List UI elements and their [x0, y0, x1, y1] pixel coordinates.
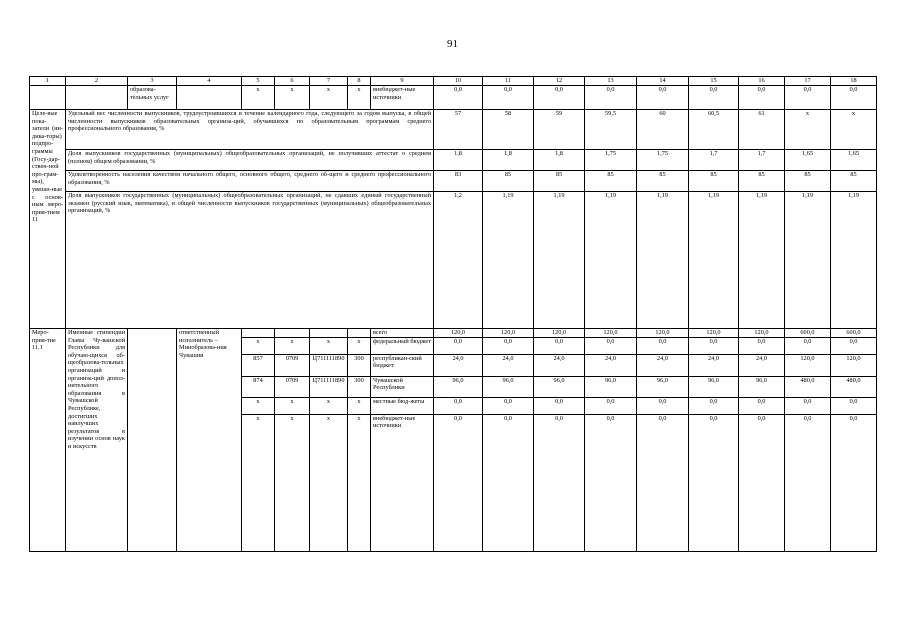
measure-label: Меро-прия-тие 11.1	[30, 329, 66, 552]
indicator-value: 1,19	[689, 192, 739, 329]
header-cell: 4	[177, 77, 242, 86]
indicator-value: 1,75	[585, 150, 637, 171]
code-cell: x	[310, 337, 348, 354]
indicator-value: 85	[637, 171, 689, 192]
indicator-value: 1,65	[785, 150, 831, 171]
code-cell: 857	[242, 354, 275, 376]
value-cell: 0,0	[739, 337, 785, 354]
indicator-value: 1,19	[637, 192, 689, 329]
indicator-value: 1,19	[739, 192, 785, 329]
value-cell: 0,0	[585, 397, 637, 414]
indicator-row	[30, 171, 877, 192]
header-cell: 2	[66, 77, 128, 86]
value-cell: 24,0	[585, 354, 637, 376]
value-cell: 0,0	[785, 414, 831, 551]
code-cell: x	[310, 86, 348, 110]
indicator-value: 1,7	[739, 150, 785, 171]
header-cell: 18	[831, 77, 877, 86]
header-cell: 15	[689, 77, 739, 86]
indicator-value: 1,8	[483, 150, 534, 171]
value-cell: 24,0	[739, 354, 785, 376]
code-cell	[310, 329, 348, 338]
value-cell: 0,0	[739, 414, 785, 551]
header-cell: 17	[785, 77, 831, 86]
indicator-text: Доля выпускников государственных (муниципальных) общеобразовательных организаций, не получивших аттестат о среднем (полном) общем образовании, %	[66, 150, 434, 171]
code-cell: x	[242, 337, 275, 354]
code-cell: x	[275, 86, 310, 110]
indicator-row	[30, 150, 877, 171]
indicator-value: 1,19	[831, 192, 877, 329]
indicator-text: Удовлетворенность населения качеством начального общего, основного общего, среднего об-щего и среднего профессионального образования, %	[66, 171, 434, 192]
code-cell: x	[242, 397, 275, 414]
value-cell: 24,0	[637, 354, 689, 376]
indicator-value: 1,19	[534, 192, 585, 329]
value-cell: 0,0	[585, 414, 637, 551]
value-cell: 96,0	[689, 376, 739, 397]
indicator-value: 57	[434, 110, 483, 150]
indicator-value: 85	[483, 171, 534, 192]
indicator-value: 83	[434, 171, 483, 192]
indicator-value: 59	[534, 110, 585, 150]
indicator-value: 1,19	[483, 192, 534, 329]
funding-source-cell: местные бюд-жеты	[371, 397, 434, 414]
value-cell: 0,0	[689, 86, 739, 110]
value-cell: 0,0	[785, 86, 831, 110]
header-cell: 8	[348, 77, 371, 86]
code-cell: x	[348, 337, 371, 354]
code-cell: 0709	[275, 376, 310, 397]
indicator-value: 85	[534, 171, 585, 192]
value-cell: 120,0	[483, 329, 534, 338]
value-cell: 0,0	[831, 337, 877, 354]
indicator-value: 85	[831, 171, 877, 192]
indicator-row	[30, 110, 877, 150]
code-cell	[242, 329, 275, 338]
indicator-value: 60,5	[689, 110, 739, 150]
indicator-value: 85	[585, 171, 637, 192]
indicator-value: 1,2	[434, 192, 483, 329]
value-cell: 120,0	[831, 354, 877, 376]
value-cell: 0,0	[483, 397, 534, 414]
value-cell: 0,0	[689, 337, 739, 354]
value-cell: 0,0	[637, 86, 689, 110]
value-cell: 0,0	[637, 414, 689, 551]
code-cell: x	[310, 414, 348, 551]
code-cell: x	[275, 414, 310, 551]
header-cell: 5	[242, 77, 275, 86]
indicator-value: 85	[785, 171, 831, 192]
header-cell: 7	[310, 77, 348, 86]
value-cell: 0,0	[534, 337, 585, 354]
measure-executor: ответственный исполнитель – Минобразова-ния Чувашии	[177, 329, 242, 552]
indicator-value: 1,65	[831, 150, 877, 171]
funding-source-cell: Чувашской Республики	[371, 376, 434, 397]
code-cell: 300	[348, 376, 371, 397]
value-cell: 600,0	[785, 329, 831, 338]
value-cell: 0,0	[689, 397, 739, 414]
header-cell: 3	[128, 77, 177, 86]
budget-table	[29, 76, 877, 552]
header-row	[30, 77, 877, 86]
value-cell: 24,0	[534, 354, 585, 376]
indicator-value: 1,19	[785, 192, 831, 329]
value-cell: 0,0	[785, 337, 831, 354]
value-cell: 0,0	[483, 414, 534, 551]
indicator-value: 58	[483, 110, 534, 150]
value-cell: 0,0	[434, 337, 483, 354]
indicator-value: 61	[739, 110, 785, 150]
header-cell: 16	[739, 77, 785, 86]
code-cell: x	[348, 86, 371, 110]
value-cell: 0,0	[739, 397, 785, 414]
value-cell: 120,0	[585, 329, 637, 338]
indicators-label: Целе-вые пока-затели (ин-дика-торы) подпро-граммы (Госу-дар-ствен-ной про-грам-мы), увязан-ные с основ-ным меро-прия-тием 11	[30, 110, 66, 329]
value-cell: 0,0	[434, 414, 483, 551]
code-cell: x	[242, 86, 275, 110]
code-cell: 874	[242, 376, 275, 397]
value-cell: 120,0	[739, 329, 785, 338]
indicator-value: 1,19	[585, 192, 637, 329]
value-cell: 96,0	[585, 376, 637, 397]
header-cell: 12	[534, 77, 585, 86]
value-cell: 0,0	[434, 86, 483, 110]
value-cell: 0,0	[739, 86, 785, 110]
indicator-value: 1,8	[534, 150, 585, 171]
value-cell: 0,0	[831, 397, 877, 414]
funding-source-cell: внебюджет-ные источники	[371, 414, 434, 551]
indicator-value: x	[785, 110, 831, 150]
code-cell: x	[275, 397, 310, 414]
value-cell: 24,0	[434, 354, 483, 376]
value-cell: 480,0	[831, 376, 877, 397]
indicator-value: 59,5	[585, 110, 637, 150]
indicator-value: 60	[637, 110, 689, 150]
header-cell: 1	[30, 77, 66, 86]
value-cell: 0,0	[585, 337, 637, 354]
funding-source-cell: федеральный бюджет	[371, 337, 434, 354]
value-cell: 120,0	[689, 329, 739, 338]
indicator-value: 1,7	[689, 150, 739, 171]
code-cell: Ц711111890	[310, 376, 348, 397]
page-number: 91	[447, 38, 458, 50]
value-cell: 120,0	[637, 329, 689, 338]
value-cell: 120,0	[434, 329, 483, 338]
value-cell: 120,0	[534, 329, 585, 338]
value-cell: 24,0	[689, 354, 739, 376]
code-cell: x	[348, 414, 371, 551]
code-cell: 300	[348, 354, 371, 376]
value-cell: 24,0	[483, 354, 534, 376]
value-cell: 480,0	[785, 376, 831, 397]
indicator-value: x	[831, 110, 877, 150]
indicator-value: 85	[739, 171, 785, 192]
code-cell: x	[242, 414, 275, 551]
measure-name: Именные стипендии Главы Чу-вашской Республики для обучаю-щихся об-щеобразова-тельных организаций и организа-ций допол-нительного образования в Чувашской Республике, достигших наилучших результатов в изучении основ наук и искусств	[66, 329, 128, 552]
value-cell: 600,0	[831, 329, 877, 338]
header-cell: 6	[275, 77, 310, 86]
indicator-row	[30, 192, 877, 329]
code-cell	[348, 329, 371, 338]
budget-table-sheet	[29, 76, 876, 552]
measure-row	[30, 329, 877, 338]
value-cell: 0,0	[483, 86, 534, 110]
indicator-value: 1,8	[434, 150, 483, 171]
value-cell: 96,0	[534, 376, 585, 397]
value-cell: 0,0	[637, 397, 689, 414]
value-cell: 96,0	[434, 376, 483, 397]
indicator-text: Удельный вес численности выпускников, трудоустроившихся в течение календарного года, следующего за годом выпуска, в общей численности выпускников образовательных организа-ций, обучавшихся по образовательным программам среднего профессионального образования, %	[66, 110, 434, 150]
code-cell: x	[348, 397, 371, 414]
code-cell: x	[275, 337, 310, 354]
value-cell: 0,0	[534, 397, 585, 414]
continuation-row	[30, 86, 877, 110]
header-cell: 13	[585, 77, 637, 86]
code-cell: x	[310, 397, 348, 414]
value-cell: 0,0	[483, 337, 534, 354]
value-cell: 0,0	[534, 414, 585, 551]
header-cell: 10	[434, 77, 483, 86]
value-cell: 0,0	[434, 397, 483, 414]
funding-source-cell: республикан-ский бюджет	[371, 354, 434, 376]
indicator-value: 85	[689, 171, 739, 192]
value-cell: 120,0	[785, 354, 831, 376]
value-cell: 96,0	[739, 376, 785, 397]
value-cell: 0,0	[831, 414, 877, 551]
funding-source-cell: внебюджет-ные источники	[371, 86, 434, 110]
value-cell: 0,0	[785, 397, 831, 414]
value-cell: 96,0	[637, 376, 689, 397]
code-cell: 0709	[275, 354, 310, 376]
value-cell: 0,0	[534, 86, 585, 110]
indicator-value: 1,75	[637, 150, 689, 171]
value-cell: 0,0	[831, 86, 877, 110]
code-cell	[275, 329, 310, 338]
header-cell: 9	[371, 77, 434, 86]
service-type-cell: образова-тельных услуг	[128, 86, 177, 110]
value-cell: 0,0	[637, 337, 689, 354]
measure-empty-cell	[128, 329, 177, 552]
header-cell: 14	[637, 77, 689, 86]
funding-source-cell: всего	[371, 329, 434, 338]
value-cell: 96,0	[483, 376, 534, 397]
indicator-text: Доля выпускников государственных (муниципальных) общеобразовательных организаций, не сдавших единый государственный экзамен (русский язык, математика), в общей численности выпускников государственных (муниципальных) общеобразовательных организаций, %	[66, 192, 434, 329]
header-cell: 11	[483, 77, 534, 86]
code-cell: Ц711111890	[310, 354, 348, 376]
value-cell: 0,0	[585, 86, 637, 110]
value-cell: 0,0	[689, 414, 739, 551]
